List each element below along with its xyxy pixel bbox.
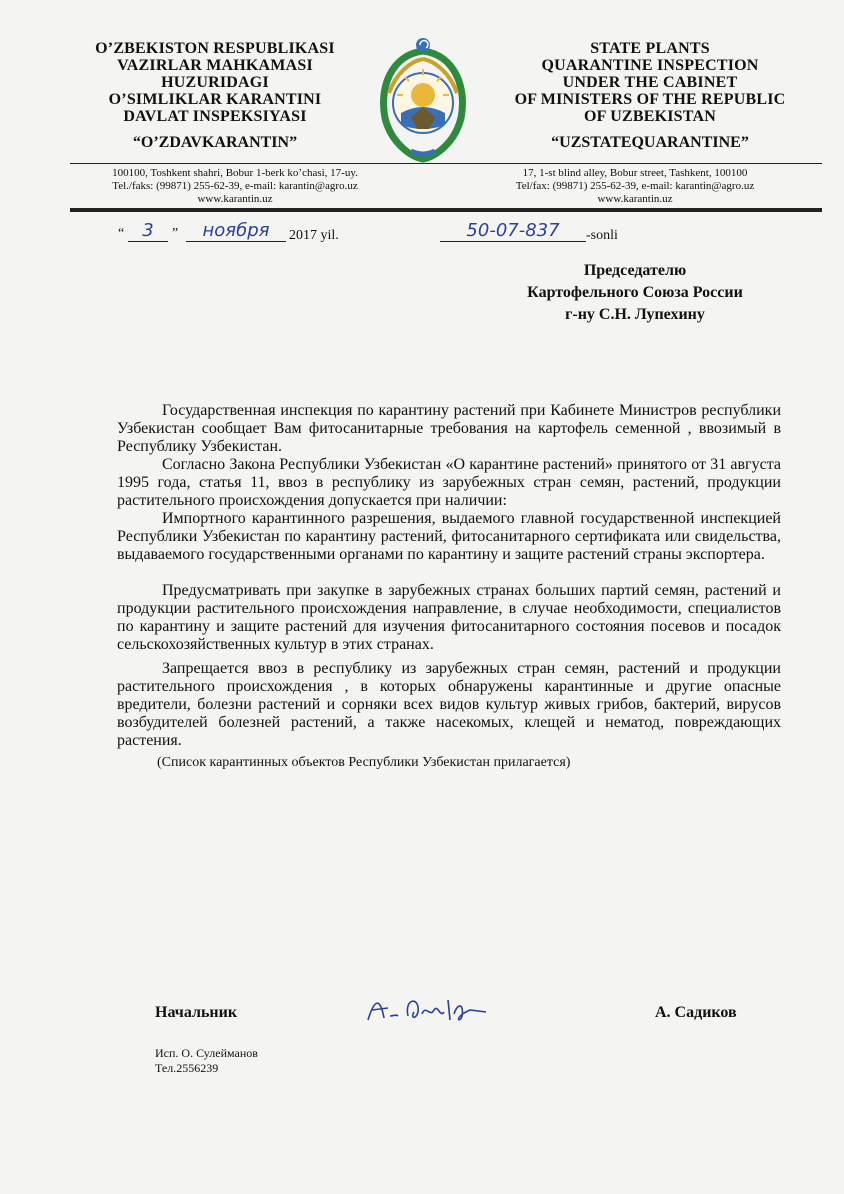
- header-right-line: UNDER THE CABINET: [562, 74, 738, 91]
- header-right-org: [480, 40, 820, 125]
- recipient-line: Председателю: [583, 262, 687, 279]
- header-thick-divider: [70, 208, 822, 212]
- header-left-line: HUZURIDAGI: [161, 74, 269, 91]
- executor-phone: Тел.2556239: [155, 1061, 219, 1075]
- body-paragraph: Запрещается ввоз в республику из зарубежных стран семян, растений и продукции растительного происхождения , в которых обнаружены карантинные и другие опасные вредители, болезни растений и сорняки всех видов культур живых грибов, бактерий, вирусов возбудителей болезней растений, а также насекомых, клещей и нематод, повреждающих растения.: [117, 660, 781, 749]
- body-paragraph: Согласно Закона Республики Узбекистан «О карантине растений» принятого от 31 августа 1995 года, статья 11, ввоз в республику из зарубежных стран семян, растений, продукции растительного происхождения допускается при наличии:: [117, 456, 781, 509]
- address-line: www.karantin.uz: [597, 193, 673, 205]
- date-close-quote: ”: [172, 226, 179, 241]
- address-line: Tel./faks: (99871) 255-62-39, e-mail: karantin@agro.uz: [112, 180, 358, 192]
- state-emblem: [371, 33, 476, 163]
- header-right-address: [470, 167, 800, 206]
- date-day: 3: [128, 220, 168, 242]
- header-right-line: OF UZBEKISTAN: [584, 108, 716, 125]
- address-line: 17, 1-st blind alley, Bobur street, Tashkent, 100100: [522, 167, 748, 179]
- recipient-block: [470, 260, 800, 326]
- date-month: ноября: [186, 220, 286, 242]
- executor-name: Исп. О. Сулейманов: [155, 1046, 258, 1060]
- letter-body: [117, 402, 781, 772]
- header-left-line: O’ZBEKISTON RESPUBLIKASI: [95, 40, 335, 57]
- attachment-note: (Список карантинных объектов Республики Узбекистан прилагается): [157, 755, 571, 770]
- header-left-line: DAVLAT INSPEKSIYASI: [123, 108, 307, 125]
- signatory-name: А. Садиков: [655, 1004, 737, 1021]
- header-right-line: STATE PLANTS: [590, 40, 710, 57]
- signatory-title: Начальник: [155, 1004, 238, 1021]
- header-thin-divider: [70, 163, 822, 164]
- address-line: 100100, Toshkent shahri, Bobur 1-berk ko’chasi, 17-uy.: [112, 167, 358, 179]
- header-left-short-name: “O’ZDAVKARANTIN”: [132, 134, 298, 151]
- header-right-line: OF MINISTERS OF THE REPUBLIC: [514, 91, 786, 108]
- header-right-line: QUARANTINE INSPECTION: [541, 57, 759, 74]
- recipient-line: г-ну С.Н. Лупехину: [565, 306, 705, 323]
- handwritten-signature: [360, 990, 500, 1030]
- recipient-line: Картофельного Союза России: [527, 284, 743, 301]
- date-year: 2017 yil.: [289, 228, 339, 243]
- date-open-quote: “: [118, 226, 125, 241]
- address-line: www.karantin.uz: [197, 193, 273, 205]
- header-left-org: [70, 40, 360, 125]
- header-left-line: VAZIRLAR MAHKAMASI: [117, 57, 313, 74]
- header-left-line: O’SIMLIKLAR KARANTINI: [108, 91, 322, 108]
- reference-number: 50-07-837: [440, 220, 586, 242]
- reference-suffix: -sonli: [586, 228, 618, 243]
- header-right-short-name: “UZSTATEQUARANTINE”: [551, 134, 749, 151]
- signature-icon: [360, 990, 500, 1030]
- body-paragraph: Импортного карантинного разрешения, выдаемого главной государственной инспекцией Республики Узбекистан по карантину растений, фитосанитарного сертификата или свидельства, выдаваемого государственными органами по карантину и защите растений страны экспортера.: [117, 510, 781, 563]
- header-left-address: [70, 167, 400, 206]
- address-line: Tel/fax: (99871) 255-62-39, e-mail: karantin@agro.uz: [515, 180, 755, 192]
- emblem-icon: [371, 33, 476, 163]
- body-paragraph: Государственная инспекция по карантину растений при Кабинете Министров республики Узбекистан сообщает Вам фитосанитарные требования на картофель семенной , ввозимый в Республику Узбекистан.: [117, 402, 781, 455]
- body-paragraph: Предусматривать при закупке в зарубежных странах больших партий семян, растений и продукции растительного происхождения направление, в случае необходимости, специалистов по карантину и защите растений для изучения фитосанитарного состояния посевов и посадок сельскохозяйственных культур в этих странах.: [117, 582, 781, 653]
- executor-block: [155, 1046, 258, 1076]
